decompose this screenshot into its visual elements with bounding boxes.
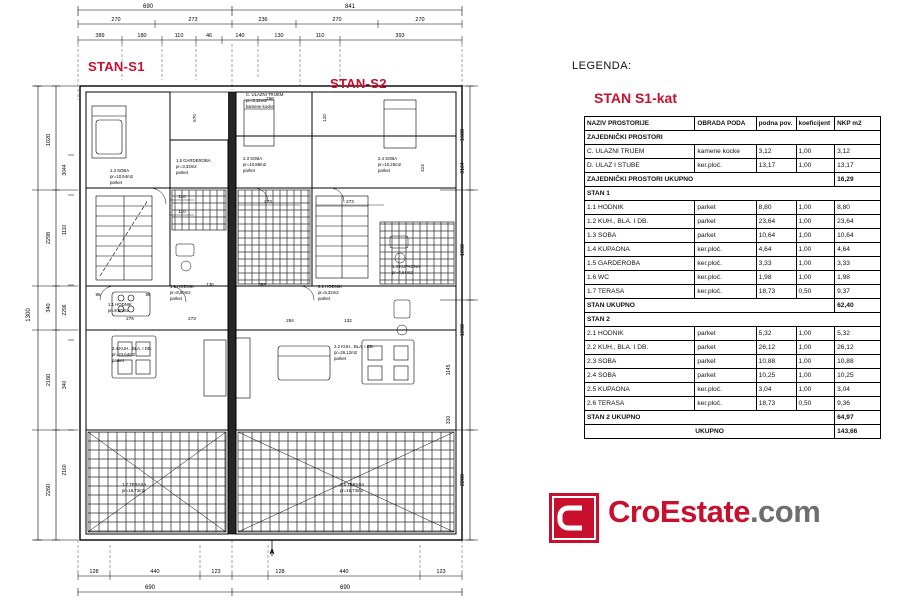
room-name: 2.5 KUPAONA	[585, 383, 695, 397]
svg-text:parket: parket	[334, 356, 346, 361]
svg-text:266: 266	[266, 96, 274, 101]
table-row	[585, 355, 881, 369]
svg-text:parket: parket	[318, 296, 330, 301]
room-finish: ker.ploč.	[695, 271, 756, 285]
svg-text:2.4 KUH., BLA. I DB.: 2.4 KUH., BLA. I DB.	[112, 346, 152, 351]
area-schedule-table	[584, 116, 881, 439]
svg-text:1145: 1145	[446, 364, 452, 376]
room-area: 3,12	[756, 145, 796, 159]
group-header-row	[585, 313, 881, 327]
table-row	[585, 397, 881, 411]
svg-text:690: 690	[339, 585, 351, 591]
room-nkp: 3,04	[835, 383, 881, 397]
room-name: C. ULAZNI TRIJEM	[585, 145, 695, 159]
svg-text:1.5 GARDEROBA: 1.5 GARDEROBA	[176, 158, 211, 163]
svg-text:2.3 SOBA: 2.3 SOBA	[243, 156, 263, 161]
svg-text:parket: parket	[110, 180, 122, 185]
svg-text:pr=26,12m2: pr=26,12m2	[334, 350, 358, 355]
svg-text:pr=18,73m2: pr=18,73m2	[122, 488, 146, 493]
group-total-row	[585, 299, 881, 313]
room-finish: parket	[695, 327, 756, 341]
logo-text-primary: CroEstate	[608, 494, 750, 529]
room-coef: 1,00	[796, 369, 835, 383]
group-total-value: 64,97	[835, 411, 881, 425]
col-naziv: NAZIV PROSTORIJE	[585, 117, 695, 131]
room-name: 1.6 WC	[585, 271, 695, 285]
group-total-value: 62,40	[835, 299, 881, 313]
room-name: 1.5 GARDEROBA	[585, 257, 695, 271]
svg-text:690: 690	[142, 4, 154, 10]
group-total-value: 16,29	[835, 173, 881, 187]
room-nkp: 5,32	[835, 327, 881, 341]
svg-text:340: 340	[46, 303, 52, 313]
room-area: 10,64	[756, 229, 796, 243]
svg-text:parket: parket	[170, 296, 182, 301]
room-finish: parket	[695, 229, 756, 243]
svg-text:180: 180	[137, 33, 147, 39]
room-area: 18,73	[756, 397, 796, 411]
group-total-label: ZAJEDNIČKI PROSTORI UKUPNO	[585, 173, 835, 187]
room-area: 1,98	[756, 271, 796, 285]
croestate-logo	[548, 492, 888, 544]
svg-text:270: 270	[332, 17, 342, 23]
table-row	[585, 243, 881, 257]
room-finish: kamene kocke	[695, 145, 756, 159]
room-area: 4,64	[756, 243, 796, 257]
room-finish: ker.ploč.	[695, 285, 756, 299]
svg-text:1.1 HODNIK: 1.1 HODNIK	[108, 302, 132, 307]
svg-text:1.4 KUPAONA: 1.4 KUPAONA	[392, 264, 420, 269]
room-finish: ker.ploč.	[695, 257, 756, 271]
room-finish: ker.ploč.	[695, 159, 756, 173]
svg-text:1.7 TERASA: 1.7 TERASA	[122, 482, 147, 487]
svg-text:2260: 2260	[46, 483, 52, 497]
room-finish: parket	[695, 341, 756, 355]
group-header-row	[585, 131, 881, 145]
room-area: 13,17	[756, 159, 796, 173]
group-total-row	[585, 173, 881, 187]
table-row	[585, 383, 881, 397]
svg-text:841: 841	[344, 4, 356, 10]
svg-text:110: 110	[174, 33, 184, 39]
svg-text:A: A	[269, 549, 275, 556]
room-area: 3,04	[756, 383, 796, 397]
table-row	[585, 257, 881, 271]
logo-mark-icon	[548, 492, 600, 544]
svg-text:2298: 2298	[46, 231, 52, 245]
svg-text:3164: 3164	[460, 162, 466, 174]
group-total-row	[585, 411, 881, 425]
svg-text:2200: 2200	[460, 473, 466, 487]
svg-text:2.4 SOBA: 2.4 SOBA	[378, 156, 398, 161]
table-header-row	[585, 117, 881, 131]
svg-text:690: 690	[144, 585, 156, 591]
svg-text:236: 236	[258, 17, 268, 23]
col-nkp: NKP m2	[835, 117, 881, 131]
svg-text:140: 140	[235, 33, 245, 39]
room-area: 23,64	[756, 215, 796, 229]
svg-text:2.6 TERASA: 2.6 TERASA	[340, 482, 365, 487]
logo-text	[608, 494, 820, 530]
legend-subtitle: STAN S1-kat	[594, 90, 677, 106]
room-name: 1.2 KUH., BLA. I DB.	[585, 215, 695, 229]
room-name: 2.3 SOBA	[585, 355, 695, 369]
svg-text:2160: 2160	[46, 373, 52, 387]
room-name: 1.3 SOBA	[585, 229, 695, 243]
room-nkp: 8,80	[835, 201, 881, 215]
room-nkp: 10,88	[835, 355, 881, 369]
room-coef: 1,00	[796, 355, 835, 369]
room-coef: 1,00	[796, 201, 835, 215]
svg-text:pr=4,64m2: pr=4,64m2	[392, 270, 413, 275]
col-podna-pov: podna pov.	[756, 117, 796, 131]
col-koeficijent: koeficijent	[796, 117, 835, 131]
svg-text:284: 284	[286, 318, 294, 323]
room-area: 10,25	[756, 369, 796, 383]
table-row	[585, 271, 881, 285]
room-nkp: 10,64	[835, 229, 881, 243]
room-area: 3,33	[756, 257, 796, 271]
svg-text:2.1 HODNIK: 2.1 HODNIK	[318, 284, 342, 289]
room-finish: parket	[695, 201, 756, 215]
room-area: 18,73	[756, 285, 796, 299]
room-name: 2.6 TERASA	[585, 397, 695, 411]
svg-text:46: 46	[205, 33, 213, 39]
room-nkp: 26,12	[835, 341, 881, 355]
room-area: 8,80	[756, 201, 796, 215]
room-coef: 1,00	[796, 145, 835, 159]
table-row	[585, 341, 881, 355]
svg-text:123: 123	[211, 569, 221, 575]
svg-text:570: 570	[192, 114, 197, 122]
svg-text:pr=5,32m2: pr=5,32m2	[318, 290, 339, 295]
svg-text:pr=18,73m2: pr=18,73m2	[340, 488, 364, 493]
room-coef: 1,00	[796, 215, 835, 229]
svg-text:2296: 2296	[62, 304, 68, 316]
svg-text:340: 340	[62, 380, 68, 390]
table-row	[585, 145, 881, 159]
svg-text:110: 110	[178, 209, 186, 214]
room-nkp: 13,17	[835, 159, 881, 173]
grand-total-row	[585, 425, 881, 439]
svg-text:130: 130	[274, 33, 284, 39]
room-nkp: 23,64	[835, 215, 881, 229]
room-coef: 1,00	[796, 159, 835, 173]
svg-text:pr=3,12m2: pr=3,12m2	[246, 98, 267, 103]
svg-text:1060: 1060	[460, 243, 466, 257]
svg-text:C. ULAZNI TRIJEM: C. ULAZNI TRIJEM	[246, 92, 284, 97]
room-finish: parket	[695, 355, 756, 369]
svg-text:110: 110	[315, 33, 325, 39]
logo-text-suffix: .com	[749, 494, 821, 529]
room-name: 2.1 HODNIK	[585, 327, 695, 341]
svg-text:128: 128	[89, 569, 99, 575]
room-nkp: 10,25	[835, 369, 881, 383]
svg-text:123: 123	[436, 569, 446, 575]
svg-text:pr=10,25m2: pr=10,25m2	[378, 162, 402, 167]
room-coef: 1,00	[796, 229, 835, 243]
svg-text:132: 132	[344, 318, 352, 323]
svg-text:136: 136	[206, 282, 214, 287]
label-stan-s1: STAN-S1	[88, 59, 145, 74]
svg-text:120: 120	[322, 114, 327, 122]
room-nkp: 1,98	[835, 271, 881, 285]
svg-text:270: 270	[111, 17, 121, 23]
group-header-label: ZAJEDNIČKI PROSTORI	[585, 131, 881, 145]
svg-text:440: 440	[150, 569, 160, 575]
room-coef: 1,00	[796, 341, 835, 355]
svg-text:pr=3,33m2: pr=3,33m2	[176, 164, 197, 169]
table-row	[585, 229, 881, 243]
room-finish: parket	[695, 369, 756, 383]
room-coef: 1,00	[796, 383, 835, 397]
legend-title: LEGENDA:	[572, 60, 632, 72]
svg-text:128: 128	[275, 569, 285, 575]
room-nkp: 4,64	[835, 243, 881, 257]
svg-text:1.1 HODNIK: 1.1 HODNIK	[170, 284, 194, 289]
svg-text:pr=23,64m2: pr=23,64m2	[112, 352, 136, 357]
room-coef: 1,00	[796, 257, 835, 271]
svg-text:1300: 1300	[26, 308, 32, 322]
room-nkp: 3,12	[835, 145, 881, 159]
svg-text:parket: parket	[112, 358, 124, 363]
svg-text:276: 276	[126, 316, 134, 321]
room-area: 5,32	[756, 327, 796, 341]
svg-text:3044: 3044	[62, 164, 68, 176]
room-coef: 1,00	[796, 327, 835, 341]
label-stan-s2: STAN-S2	[330, 76, 387, 91]
svg-text:393: 393	[395, 33, 405, 39]
table-row	[585, 201, 881, 215]
svg-text:1260: 1260	[460, 323, 466, 337]
svg-text:1110: 1110	[62, 224, 68, 236]
room-nkp: 9,37	[835, 285, 881, 299]
svg-text:pr=8,80m2: pr=8,80m2	[170, 290, 191, 295]
svg-text:pr=10,64m2: pr=10,64m2	[110, 174, 134, 179]
svg-text:270: 270	[415, 17, 425, 23]
group-header-label: STAN 1	[585, 187, 881, 201]
svg-text:96: 96	[145, 292, 151, 297]
room-name: 1.7 TERASA	[585, 285, 695, 299]
svg-text:1020: 1020	[46, 133, 52, 147]
room-name: D. ULAZ I STUBE	[585, 159, 695, 173]
svg-text:parket: parket	[378, 168, 390, 173]
room-finish: ker.ploč.	[695, 383, 756, 397]
svg-text:pr=8,80m2: pr=8,80m2	[108, 308, 129, 313]
room-coef: 0,50	[796, 397, 835, 411]
table-row	[585, 369, 881, 383]
svg-text:1.3 SOBA: 1.3 SOBA	[110, 168, 130, 173]
room-finish: parket	[695, 215, 756, 229]
room-finish: ker.ploč.	[695, 243, 756, 257]
grand-total-label: UKUPNO	[585, 425, 835, 439]
group-total-label: STAN 2 UKUPNO	[585, 411, 835, 425]
room-coef: 0,50	[796, 285, 835, 299]
svg-text:424: 424	[420, 164, 425, 172]
svg-text:273: 273	[188, 316, 196, 321]
col-obrada: OBRADA PODA	[695, 117, 756, 131]
room-name: 1.4 KUPAONA	[585, 243, 695, 257]
svg-text:110: 110	[178, 194, 186, 199]
room-coef: 1,00	[796, 243, 835, 257]
table-row	[585, 215, 881, 229]
svg-text:96: 96	[95, 292, 101, 297]
svg-text:parket: parket	[176, 170, 188, 175]
svg-text:parket: parket	[243, 168, 255, 173]
svg-text:310: 310	[446, 415, 452, 425]
group-header-row	[585, 187, 881, 201]
room-nkp: 3,33	[835, 257, 881, 271]
svg-text:389: 389	[95, 33, 105, 39]
grand-total-value: 143,66	[835, 425, 881, 439]
svg-text:273: 273	[264, 199, 272, 204]
room-area: 26,12	[756, 341, 796, 355]
room-coef: 1,00	[796, 271, 835, 285]
svg-text:2160: 2160	[62, 464, 68, 476]
svg-text:440: 440	[339, 569, 349, 575]
svg-text:kamene kocke: kamene kocke	[246, 104, 274, 109]
svg-text:273: 273	[188, 17, 198, 23]
room-area: 10,88	[756, 355, 796, 369]
room-name: 2.4 SOBA	[585, 369, 695, 383]
room-name: 2.2 KUH., BLA. I DB.	[585, 341, 695, 355]
legend-panel	[572, 60, 882, 439]
group-header-label: STAN 2	[585, 313, 881, 327]
table-row	[585, 159, 881, 173]
room-finish: ker.ploč.	[695, 397, 756, 411]
svg-text:273: 273	[346, 199, 354, 204]
group-total-label: STAN UKUPNO	[585, 299, 835, 313]
svg-text:2.2 KUH., BLA. I DB.: 2.2 KUH., BLA. I DB.	[334, 344, 374, 349]
room-nkp: 9,36	[835, 397, 881, 411]
table-row	[585, 285, 881, 299]
room-name: 1.1 HODNIK	[585, 201, 695, 215]
svg-text:pr=10,88m2: pr=10,88m2	[243, 162, 267, 167]
svg-text:1600: 1600	[460, 128, 466, 142]
table-row	[585, 327, 881, 341]
svg-text:389: 389	[258, 282, 266, 287]
